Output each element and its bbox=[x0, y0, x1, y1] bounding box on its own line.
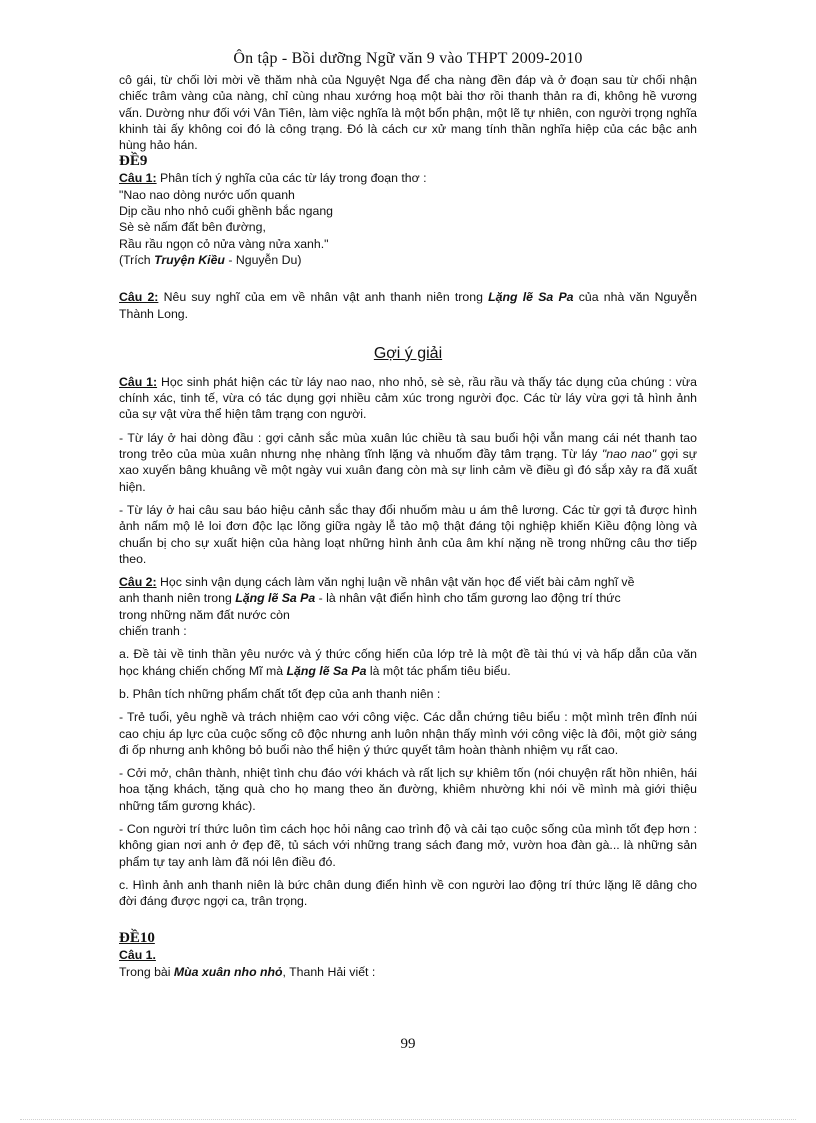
work-title: Lặng lẽ Sa Pa bbox=[235, 591, 316, 606]
goi-y-cau2-b: b. Phân tích những phẩm chất tốt đẹp của anh thanh niên : bbox=[119, 686, 441, 701]
de10-cau1-label: Câu 1. bbox=[119, 948, 156, 963]
poem-line: Sè sè nấm đất bên đường, bbox=[119, 220, 266, 235]
work-title: Lặng lẽ Sa Pa bbox=[286, 663, 367, 678]
goi-y-cau2-intro: Câu 2: Học sinh vận dụng cách làm văn nghị luận về nhân vật văn học để viết bài cảm nghĩ về anh thanh niên trong Lặng lẽ Sa Pa - là nhân vật điển hình cho tấm gương lao động trí thức trong những năm đất nước còn chiến tranh : bbox=[119, 575, 635, 639]
goi-y-cau2-b2: - Cởi mở, chân thành, nhiệt tình chu đáo với khách và rất lịch sự khiêm tốn (nói chuyện rất hồn nhiên, hái hoa tặng khách, tặng quà cho họ mang theo ăn đường, khiêm nhường khi nói về mình mà giới thiệu những tấm gương khác). bbox=[119, 766, 697, 813]
page-content bbox=[119, 72, 697, 980]
de9-heading: ĐỀ9 bbox=[119, 153, 148, 170]
quoted-word: "nao nao" bbox=[601, 447, 657, 462]
goi-y-cau1-p2: - Từ láy ở hai dòng đầu : gợi cảnh sắc mùa xuân lúc chiều tà sau buổi hội vẫn mang cái nét thanh tao trong trẻo của mùa xuân nhưng nhẹ nhàng tĩnh lặng và nhuốm đầy tâm trạng. Từ láy "nao nao" gợi sự xao xuyến bâng khuâng về một ngày vui xuân đang còn mà sự linh cảm về điều gì đó sắp xảy ra đã xuất hiện. bbox=[119, 430, 697, 494]
de9-cau2-label: Câu 2: bbox=[119, 290, 159, 305]
goi-y-cau2-a: a. Đề tài về tinh thần yêu nước và ý thức cống hiến của lớp trẻ là một đề tài thú vị và hấp dẫn của văn học kháng chiến chống Mĩ mà Lặng lẽ Sa Pa là một tác phẩm tiêu biểu. bbox=[119, 647, 697, 678]
de10-cau1-text: Trong bài Mùa xuân nho nhỏ, Thanh Hải viết : bbox=[119, 964, 376, 979]
goi-y-cau2-b3: - Con người trí thức luôn tìm cách học hỏi nâng cao trình độ và cải tạo cuộc sống của mình tốt đẹp hơn : không gian nơi anh ở đẹp đẽ, tủ sách với những trang sách đang mở, vườn hoa đàn gà... là những sản phẩm tự tay anh làm đã nói lên điều đó. bbox=[119, 821, 697, 869]
de9-cau1-label: Câu 1: bbox=[119, 171, 157, 186]
page-number: 99 bbox=[400, 1036, 416, 1052]
poem-source: (Trích Truyện Kiều - Nguyễn Du) bbox=[119, 252, 302, 267]
work-title: Mùa xuân nho nhỏ bbox=[173, 964, 283, 979]
poem-line: Dịp cầu nho nhỏ cuối ghềnh bắc ngang bbox=[119, 204, 334, 219]
goi-y-cau1-p3: - Từ láy ở hai câu sau báo hiệu cảnh sắc thay đổi nhuốm màu u ám thê lương. Các từ gợi tả được hình ảnh nấm mộ lẻ loi đơn độc lạc lõng giữa ngày lễ tảo mộ thật đáng tội nghiệp khiến Kiều động lòng và chuẩn bị cho sự xuất hiện của hàng loạt những hình ảnh của âm khí nặng nề trong những câu thơ tiếp theo. bbox=[119, 502, 697, 566]
poem-line: Rầu rầu ngọn cỏ nửa vàng nửa xanh." bbox=[119, 236, 329, 251]
goi-y-cau1-label: Câu 1: bbox=[119, 374, 158, 389]
goi-y-cau2-c: c. Hình ảnh anh thanh niên là bức chân dung điển hình về con người lao động trí thức lặng lẽ dâng cho đời đáng được ngợi ca, trân trọng. bbox=[119, 877, 697, 909]
goi-y-cau2-label: Câu 2: bbox=[119, 575, 157, 590]
page-bottom-divider bbox=[20, 1119, 796, 1120]
de9-cau1 bbox=[119, 170, 697, 186]
page-header: Ôn tập - Bồi dưỡng Ngữ văn 9 vào THPT 2009-2010 bbox=[233, 50, 583, 67]
goi-y-cau2-b1: - Trẻ tuổi, yêu nghề và trách nhiệm cao với công việc. Các dẫn chứng tiêu biểu : một mình trên đỉnh núi cao chịu áp lực của cuộc sống cô độc nhưng anh luôn nhận thấy mình với công việc là đôi, một giờ sáng đi ốp nhưng anh không bỏ buổi nào thể hiện ý thức quyết tâm hoàn thành nhiệm vụ rất cao. bbox=[119, 710, 697, 757]
goi-y-cau1: Câu 1: Học sinh phát hiện các từ láy nao nao, nho nhỏ, sè sè, rầu rầu và thấy tác dụng của chúng : vừa chính xác, tinh tế, vừa có tác dụng gợi nhiều cảm xúc trong người đọc. Các từ láy vừa gợi tả hình ảnh của sự vật vừa thể hiện tâm trạng con người. bbox=[119, 374, 697, 422]
work-title: Lặng lẽ Sa Pa bbox=[488, 290, 574, 305]
de10-heading: ĐỀ10 bbox=[119, 930, 155, 947]
poem-line: "Nao nao dòng nước uốn quanh bbox=[119, 187, 295, 202]
poem-excerpt bbox=[119, 187, 697, 268]
de9-cau2: Câu 2: Nêu suy nghĩ của em về nhân vật anh thanh niên trong Lặng lẽ Sa Pa của nhà văn Nguyễn Thành Long. bbox=[119, 290, 697, 321]
de9-cau1-text: Phân tích ý nghĩa của các từ láy trong đoạn thơ : bbox=[156, 171, 427, 186]
goi-y-heading: Gợi ý giải bbox=[373, 344, 443, 362]
source-work-title: Truyện Kiều bbox=[154, 252, 225, 267]
intro-paragraph: cô gái, từ chối lời mời về thăm nhà của Nguyệt Nga để cha nàng đền đáp và ở đoạn sau từ chối nhận chiếc trâm vàng của nàng, chỉ cùng nhau xướng hoạ một bài thơ rồi thanh thản ra đi, không hề vương vấn. Dường như đối với Vân Tiên, làm việc nghĩa là một bổn phận, một lẽ tự nhiên, con người trọng nghĩa khinh tài ấy không coi đó là công trạng. Đó là cách cư xử mang tính thần nghĩa hiệp của các bậc anh hùng hảo hán. bbox=[119, 73, 698, 153]
